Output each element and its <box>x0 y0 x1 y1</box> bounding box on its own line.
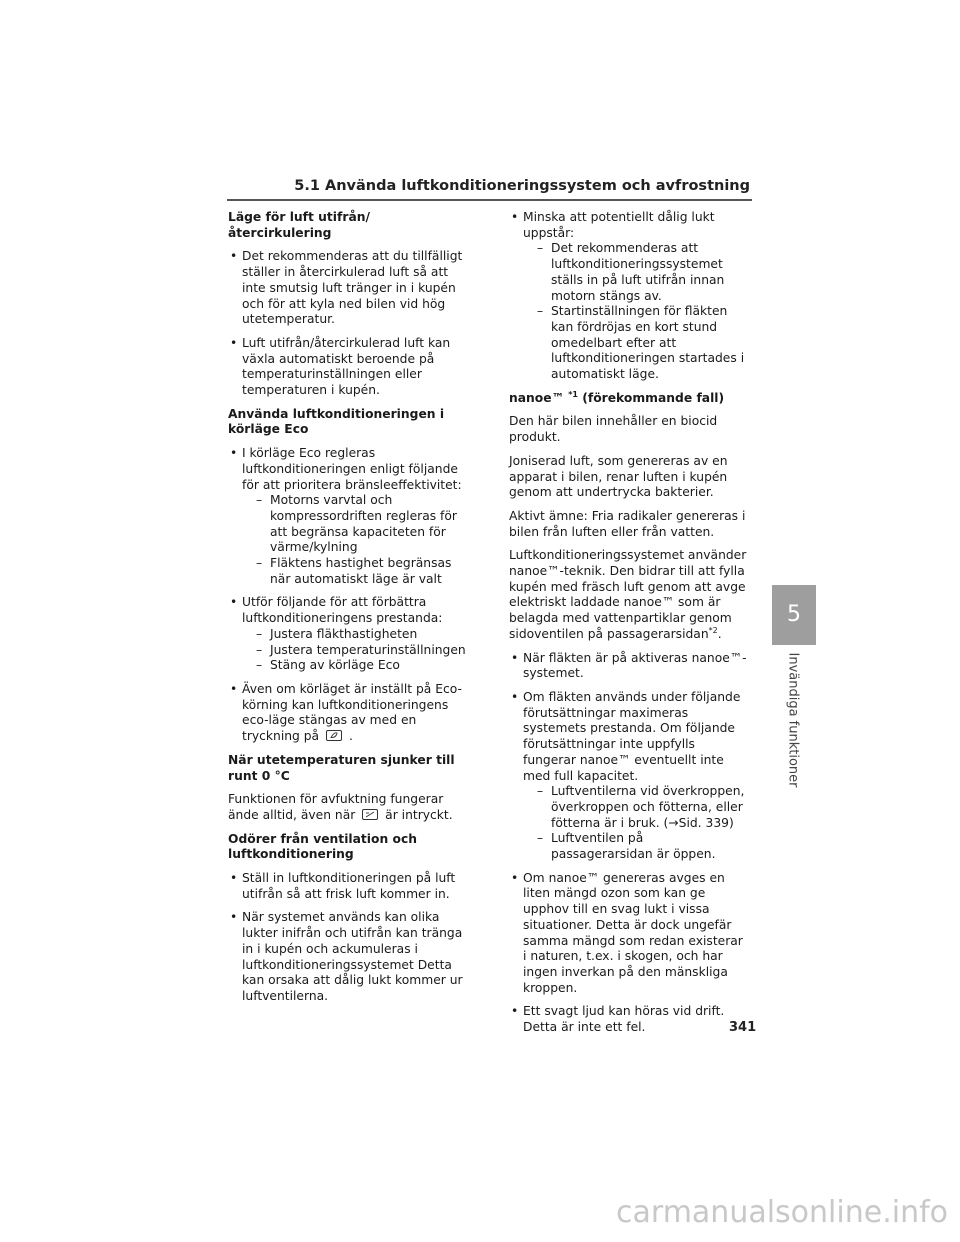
paragraph-text: Funktionen för avfuktning fungerar ände alltid, även när <box>228 792 444 822</box>
paragraph: Joniserad luft, som genereras av en apparat i bilen, renar luften i kupén genom att undertrycka bakterier. <box>509 453 728 500</box>
list-item-text: Utför följande för att förbättra luftkonditioneringens prestanda: <box>242 595 443 626</box>
list-item-text: Minska att potentiellt dålig lukt uppstår: <box>523 210 715 240</box>
page-number: 341 <box>729 1020 757 1035</box>
sub-list-item: – Motorns varvtal och kompressordriften regleras för att begränsa kapaciteten för värme/kylning <box>242 493 466 556</box>
chapter-tab: 5 <box>772 585 816 645</box>
paragraph-text-end: är intryckt. <box>385 807 453 822</box>
paragraph: Aktivt ämne: Fria radikaler genereras i bilen från luften eller från vatten. <box>509 508 746 539</box>
sub-list-item: – Luftventilen på passagerarsidan är öppen. <box>523 831 747 862</box>
list-item-text: Om fläkten används under följande förutsättningar maximeras systemets prestanda. Om följande förutsättningar inte uppfylls fungerar nanoe™ eventuellt inte med full kapacitet. <box>523 689 741 783</box>
paragraph <box>228 792 466 823</box>
list-item: • När systemet används kan olika lukter inifrån och utifrån kan tränga in i kupén och ackumuleras i luftkonditioneringssystemet Detta kan orsaka att dålig lukt kommer ur luftventilerna. <box>228 910 466 1004</box>
section-header-title: 5.1 Använda luftkonditioneringssystem och avfrostning <box>294 178 750 194</box>
paragraph <box>509 548 747 642</box>
sub-list-item: – Startinställningen för fläkten kan fördröjas en kort stund omedelbart efter att luftkonditioneringen startades i automatiskt läge. <box>523 304 747 383</box>
list-item: • Det rekommenderas att du tillfälligt ställer in återcirkulerad luft så att inte smutsig luft tränger in i kupén och för att kyla ned bilen vid hög utetemperatur. <box>228 249 466 328</box>
sub-list-item: – Justera temperaturinställningen <box>242 643 466 659</box>
sub-list-item: – Luftventilerna vid överkroppen, överkroppen och fötterna, eller fötterna är i bruk. (→Sid. 339) <box>523 784 747 831</box>
list-item <box>509 690 747 863</box>
sub-list-item: – Fläktens hastighet begränsas när automatiskt läge är valt <box>242 556 466 587</box>
list-item-text-end: . <box>348 729 353 744</box>
list-item <box>509 210 747 383</box>
header-rule <box>227 199 752 201</box>
list-item: • Luft utifrån/återcirkulerad luft kan växla automatiskt beroende på temperaturinställningen eller temperaturen i kupén. <box>228 336 466 399</box>
heading-nanoe <box>509 391 747 407</box>
sub-list-item: – Stäng av körläge Eco <box>242 658 466 674</box>
watermark: carmanualsonline.info <box>616 1195 948 1230</box>
chapter-label <box>781 650 805 790</box>
heading-nanoe-suffix: (förekommande fall) <box>577 390 725 405</box>
heading-odors: Odörer från ventilation och luftkonditionering <box>228 831 417 862</box>
heading-recirculation: Läge för luft utifrån/återcirkulering <box>228 210 370 240</box>
list-item: • När fläkten är på aktiveras nanoe™-systemet. <box>509 651 747 682</box>
footnote-ref: *2 <box>708 625 718 635</box>
heading-outside-temp: När utetemperaturen sjunker till runt 0 °C <box>228 752 455 783</box>
list-item <box>228 682 466 745</box>
list-item-text: I körläge Eco regleras luftkonditioneringen enligt följande för att prioritera bränsleeffektivitet: <box>242 446 462 492</box>
eco-ac-button-icon <box>325 729 343 742</box>
heading-eco-mode: Använda luftkonditioneringen i körläge Eco <box>228 406 445 437</box>
ac-button-icon <box>361 808 379 821</box>
heading-nanoe-text: nanoe™ <box>509 390 569 405</box>
chapter-label-text: Invändiga funktioner <box>785 652 801 788</box>
paragraph-text: Luftkonditioneringssystemet använder nanoe™-teknik. Den bidrar till att fylla kupén med fräsch luft genom att avge elektriskt laddade nanoe™ som är belagda med vattenpartiklar genom sidoventilen på passagerarsidan <box>509 548 747 641</box>
right-column <box>509 210 747 1044</box>
list-item-text: Även om körläget är inställt på Eco-körning kan luftkonditioneringens eco-läge stängas av med en tryckning på <box>242 681 462 744</box>
list-item: • Ställ in luftkonditioneringen på luft utifrån så att frisk luft kommer in. <box>228 871 466 902</box>
list-item: • Om nanoe™ genereras avges en liten mängd ozon som kan ge upphov till en svag lukt i vissa situationer. Detta är dock ungefär samma mängd som redan existerar i naturen, t.ex. i skogen, och har ingen inverkan på den mänskliga kroppen. <box>509 871 747 997</box>
sub-list-item: – Justera fläkthastigheten <box>242 627 466 643</box>
paragraph-text-end: . <box>717 626 722 641</box>
paragraph: Den här bilen innehåller en biocid produkt. <box>509 414 718 445</box>
footnote-ref: *1 <box>568 389 578 399</box>
list-item: • Ett svagt ljud kan höras vid drift. Detta är inte ett fel. <box>509 1004 747 1035</box>
sub-list-item: – Det rekommenderas att luftkonditioneringssystemet ställs in på luft utifrån innan motorn stängs av. <box>523 241 747 304</box>
list-item <box>228 446 466 587</box>
list-item <box>228 595 466 674</box>
left-column <box>228 210 466 1013</box>
